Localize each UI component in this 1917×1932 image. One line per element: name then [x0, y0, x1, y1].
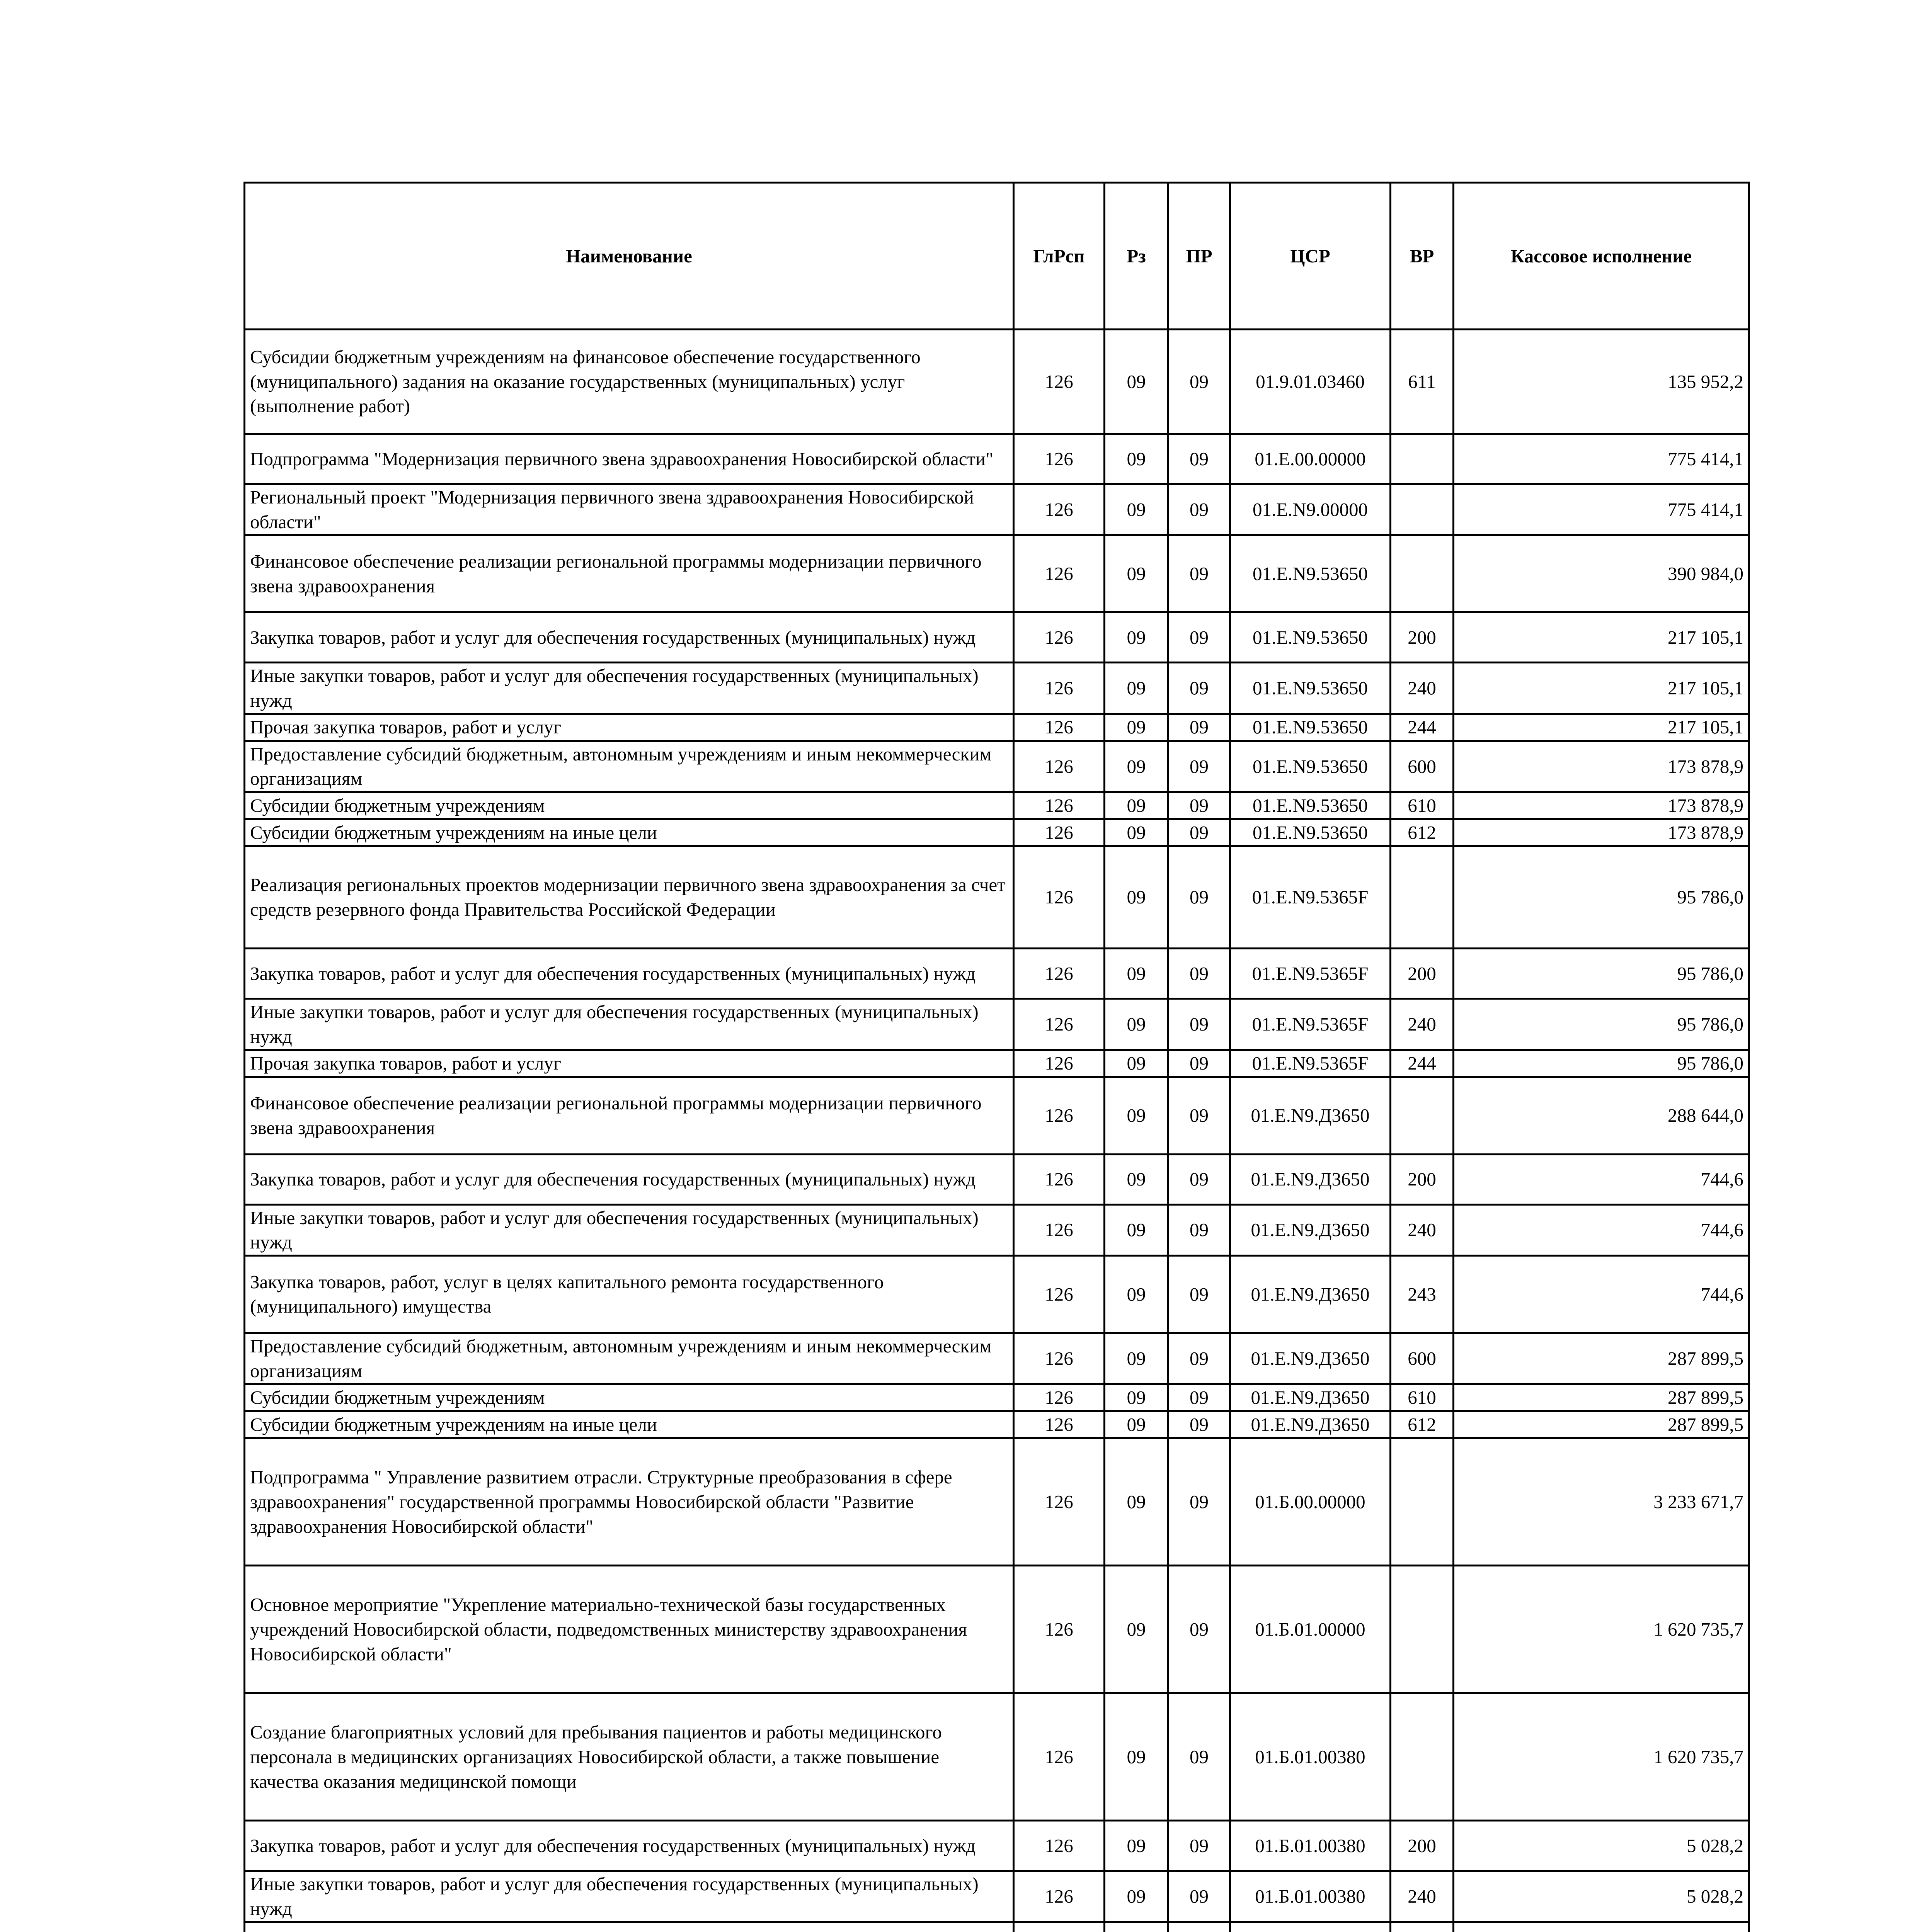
cell-rz: 09	[1105, 819, 1168, 846]
cell-name: Иные закупки товаров, работ и услуг для обеспечения государственных (муниципальных) нужд	[245, 1871, 1014, 1922]
cell-rz: 09	[1105, 999, 1168, 1050]
cell-rz: 09	[1105, 846, 1168, 949]
cell-csr: 01.Б.01.00380	[1230, 1821, 1391, 1871]
cell-glrsp: 126	[1014, 1154, 1105, 1204]
cell-name: Подпрограмма " Управление развитием отрасли. Структурные преобразования в сфере здравоохранения" государственной программы Новосибирской области "Развитие здравоохранения Новосибирской области"	[245, 1438, 1014, 1566]
table-row	[245, 1693, 1749, 1821]
cell-glrsp: 126	[1014, 949, 1105, 999]
cell-rz	[1105, 1922, 1168, 1932]
cell-csr: 01.9.01.03460	[1230, 330, 1391, 434]
header-glrsp: ГлРсп	[1014, 183, 1105, 330]
cell-glrsp: 126	[1014, 999, 1105, 1050]
table-row	[245, 819, 1749, 846]
cell-pr: 09	[1168, 1566, 1230, 1693]
cell-rz: 09	[1105, 1871, 1168, 1922]
cell-csr: 01.Е.N9.Д3650	[1230, 1333, 1391, 1384]
cell-vr: 612	[1391, 1411, 1454, 1438]
cell-name: Прочая закупка товаров, работ и услуг	[245, 1050, 1014, 1077]
cell-pr: 09	[1168, 1077, 1230, 1154]
cell-csr: 01.Е.N9.53650	[1230, 535, 1391, 612]
cell-rz: 09	[1105, 714, 1168, 741]
cell-vr	[1391, 1922, 1454, 1932]
cell-csr: 01.Б.00.00000	[1230, 1438, 1391, 1566]
cell-glrsp: 126	[1014, 1333, 1105, 1384]
cell-name: Субсидии бюджетным учреждениям	[245, 792, 1014, 819]
cell-glrsp: 126	[1014, 1050, 1105, 1077]
cell-amount: 1 620 735,7	[1454, 1566, 1749, 1693]
table-row	[245, 1204, 1749, 1255]
cell-name: Предоставление субсидий бюджетным, автономным учреждениям и иным некоммерческим организациям	[245, 741, 1014, 792]
table-row	[245, 1154, 1749, 1204]
cell-glrsp: 126	[1014, 819, 1105, 846]
cell-csr: 01.Е.N9.Д3650	[1230, 1077, 1391, 1154]
cell-glrsp: 126	[1014, 484, 1105, 535]
cell-name: Субсидии бюджетным учреждениям	[245, 1384, 1014, 1411]
cell-name: Закупка товаров, работ и услуг для обеспечения государственных (муниципальных) нужд	[245, 949, 1014, 999]
cell-name: Предоставление субсидий бюджетным, автономным учреждениям и иным некоммерческим организациям	[245, 1333, 1014, 1384]
cell-rz: 09	[1105, 535, 1168, 612]
cell-name: Региональный проект "Модернизация первичного звена здравоохранения Новосибирской области"	[245, 484, 1014, 535]
table-row	[245, 1922, 1749, 1932]
cell-rz: 09	[1105, 1693, 1168, 1821]
cell-rz: 09	[1105, 1821, 1168, 1871]
cell-pr: 09	[1168, 434, 1230, 484]
cell-csr: 01.Е.N9.00000	[1230, 484, 1391, 535]
cell-amount: 287 899,5	[1454, 1411, 1749, 1438]
table-row	[245, 535, 1749, 612]
cell-glrsp: 126	[1014, 1077, 1105, 1154]
cell-name: Субсидии бюджетным учреждениям на иные цели	[245, 1411, 1014, 1438]
header-amount: Кассовое исполнение	[1454, 183, 1749, 330]
cell-pr: 09	[1168, 1050, 1230, 1077]
cell-rz: 09	[1105, 792, 1168, 819]
cell-glrsp	[1014, 1922, 1105, 1932]
cell-vr: 240	[1391, 1871, 1454, 1922]
cell-vr: 612	[1391, 819, 1454, 846]
cell-vr	[1391, 1438, 1454, 1566]
cell-vr: 240	[1391, 999, 1454, 1050]
cell-amount: 744,6	[1454, 1204, 1749, 1255]
cell-rz: 09	[1105, 1411, 1168, 1438]
cell-name: Закупка товаров, работ и услуг для обеспечения государственных (муниципальных) нужд	[245, 1821, 1014, 1871]
cell-amount: 1 620 735,7	[1454, 1693, 1749, 1821]
cell-amount: 288 644,0	[1454, 1077, 1749, 1154]
cell-glrsp: 126	[1014, 330, 1105, 434]
cell-csr: 01.Е.N9.Д3650	[1230, 1384, 1391, 1411]
table-row	[245, 1077, 1749, 1154]
cell-csr: 01.Е.N9.5365F	[1230, 1050, 1391, 1077]
cell-glrsp: 126	[1014, 1871, 1105, 1922]
cell-amount: 95 786,0	[1454, 1050, 1749, 1077]
cell-rz: 09	[1105, 1077, 1168, 1154]
cell-rz: 09	[1105, 434, 1168, 484]
table-row	[245, 1384, 1749, 1411]
cell-csr: 01.Е.N9.53650	[1230, 819, 1391, 846]
cell-name: Субсидии бюджетным учреждениям на финансовое обеспечение государственного (муниципального) задания на оказание государственных (муниципальных) услуг (выполнение работ)	[245, 330, 1014, 434]
cell-name: Закупка товаров, работ и услуг для обеспечения государственных (муниципальных) нужд	[245, 612, 1014, 663]
cell-vr: 240	[1391, 1204, 1454, 1255]
cell-amount: 775 414,1	[1454, 484, 1749, 535]
cell-pr: 09	[1168, 1333, 1230, 1384]
cell-name: Закупка товаров, работ и услуг для обеспечения государственных (муниципальных) нужд	[245, 1154, 1014, 1204]
cell-glrsp: 126	[1014, 1411, 1105, 1438]
cell-csr: 01.Е.N9.Д3650	[1230, 1255, 1391, 1333]
cell-glrsp: 126	[1014, 1384, 1105, 1411]
cell-pr: 09	[1168, 1154, 1230, 1204]
cell-vr: 200	[1391, 612, 1454, 663]
cell-pr	[1168, 1922, 1230, 1932]
cell-name: Иные закупки товаров, работ и услуг для обеспечения государственных (муниципальных) нужд	[245, 999, 1014, 1050]
cell-name: Иные закупки товаров, работ и услуг для обеспечения государственных (муниципальных) нужд	[245, 663, 1014, 714]
cell-pr: 09	[1168, 1411, 1230, 1438]
cell-glrsp: 126	[1014, 741, 1105, 792]
table-row	[245, 1438, 1749, 1566]
cell-amount: 95 786,0	[1454, 846, 1749, 949]
cell-pr: 09	[1168, 1438, 1230, 1566]
header-pr: ПР	[1168, 183, 1230, 330]
cell-name: Финансовое обеспечение реализации региональной программы модернизации первичного звена здравоохранения	[245, 535, 1014, 612]
table-row	[245, 792, 1749, 819]
cell-csr: 01.Е.N9.53650	[1230, 714, 1391, 741]
table-row	[245, 1333, 1749, 1384]
cell-glrsp: 126	[1014, 535, 1105, 612]
cell-csr: 01.Е.N9.Д3650	[1230, 1411, 1391, 1438]
cell-rz: 09	[1105, 1050, 1168, 1077]
cell-amount: 5 028,2	[1454, 1821, 1749, 1871]
cell-pr: 09	[1168, 949, 1230, 999]
cell-rz: 09	[1105, 663, 1168, 714]
budget-table	[243, 182, 1750, 1932]
table-row	[245, 1411, 1749, 1438]
cell-glrsp: 126	[1014, 1204, 1105, 1255]
table-row	[245, 1255, 1749, 1333]
table-row	[245, 999, 1749, 1050]
cell-csr: 01.Б.01.00380	[1230, 1693, 1391, 1821]
cell-amount: 744,6	[1454, 1154, 1749, 1204]
table-row	[245, 1821, 1749, 1871]
cell-rz: 09	[1105, 612, 1168, 663]
cell-amount: 173 878,9	[1454, 741, 1749, 792]
cell-pr: 09	[1168, 1384, 1230, 1411]
cell-amount: 217 105,1	[1454, 612, 1749, 663]
cell-glrsp: 126	[1014, 1438, 1105, 1566]
cell-rz: 09	[1105, 1438, 1168, 1566]
table-body	[245, 330, 1749, 1932]
table-row	[245, 663, 1749, 714]
cell-vr: 610	[1391, 1384, 1454, 1411]
table-row	[245, 434, 1749, 484]
cell-pr: 09	[1168, 612, 1230, 663]
cell-vr	[1391, 1693, 1454, 1821]
cell-vr: 244	[1391, 1050, 1454, 1077]
cell-amount: 135 952,2	[1454, 330, 1749, 434]
cell-amount: 95 786,0	[1454, 949, 1749, 999]
cell-amount	[1454, 1922, 1749, 1932]
cell-csr: 01.Е.N9.Д3650	[1230, 1154, 1391, 1204]
cell-rz: 09	[1105, 1154, 1168, 1204]
cell-amount: 775 414,1	[1454, 434, 1749, 484]
cell-glrsp: 126	[1014, 714, 1105, 741]
cell-name: Основное мероприятие "Укрепление материально-технической базы государственных учреждений Новосибирской области, подведомственных министерству здравоохранения Новосибирской области"	[245, 1566, 1014, 1693]
cell-csr: 01.Б.01.00380	[1230, 1871, 1391, 1922]
cell-pr: 09	[1168, 484, 1230, 535]
cell-pr: 09	[1168, 535, 1230, 612]
header-name: Наименование	[245, 183, 1014, 330]
cell-name: Прочая закупка товаров, работ и услуг	[245, 714, 1014, 741]
cell-vr: 611	[1391, 330, 1454, 434]
cell-csr: 01.Б.01.00000	[1230, 1566, 1391, 1693]
cell-csr: 01.Е.N9.5365F	[1230, 949, 1391, 999]
cell-rz: 09	[1105, 1566, 1168, 1693]
cell-vr: 600	[1391, 1333, 1454, 1384]
cell-amount: 5 028,2	[1454, 1871, 1749, 1922]
header-rz: Рз	[1105, 183, 1168, 330]
cell-rz: 09	[1105, 949, 1168, 999]
cell-amount: 217 105,1	[1454, 663, 1749, 714]
cell-vr: 244	[1391, 714, 1454, 741]
cell-pr: 09	[1168, 1871, 1230, 1922]
cell-vr: 240	[1391, 663, 1454, 714]
cell-name: Финансовое обеспечение реализации региональной программы модернизации первичного звена здравоохранения	[245, 1077, 1014, 1154]
cell-pr: 09	[1168, 819, 1230, 846]
cell-rz: 09	[1105, 1204, 1168, 1255]
cell-pr: 09	[1168, 714, 1230, 741]
table-row	[245, 741, 1749, 792]
cell-amount: 173 878,9	[1454, 792, 1749, 819]
header-row	[245, 183, 1749, 330]
cell-vr	[1391, 1566, 1454, 1693]
cell-name: Реализация региональных проектов модернизации первичного звена здравоохранения за счет средств резервного фонда Правительства Российской Федерации	[245, 846, 1014, 949]
cell-rz: 09	[1105, 1333, 1168, 1384]
cell-rz: 09	[1105, 484, 1168, 535]
cell-pr: 09	[1168, 741, 1230, 792]
table-row	[245, 1871, 1749, 1922]
cell-pr: 09	[1168, 846, 1230, 949]
header-csr: ЦСР	[1230, 183, 1391, 330]
cell-vr	[1391, 484, 1454, 535]
cell-pr: 09	[1168, 1821, 1230, 1871]
header-vr: ВР	[1391, 183, 1454, 330]
cell-name	[245, 1922, 1014, 1932]
cell-amount: 3 233 671,7	[1454, 1438, 1749, 1566]
table-row	[245, 612, 1749, 663]
cell-pr: 09	[1168, 792, 1230, 819]
cell-pr: 09	[1168, 663, 1230, 714]
cell-vr	[1391, 434, 1454, 484]
table-row	[245, 949, 1749, 999]
cell-pr: 09	[1168, 330, 1230, 434]
cell-csr: 01.Е.N9.5365F	[1230, 999, 1391, 1050]
cell-vr	[1391, 846, 1454, 949]
cell-csr: 01.Е.N9.53650	[1230, 612, 1391, 663]
cell-glrsp: 126	[1014, 1255, 1105, 1333]
cell-glrsp: 126	[1014, 792, 1105, 819]
cell-csr: 01.Е.N9.5365F	[1230, 846, 1391, 949]
cell-amount: 95 786,0	[1454, 999, 1749, 1050]
cell-vr: 243	[1391, 1255, 1454, 1333]
cell-amount: 287 899,5	[1454, 1333, 1749, 1384]
cell-csr: 01.Е.N9.53650	[1230, 663, 1391, 714]
cell-vr	[1391, 1077, 1454, 1154]
cell-vr: 600	[1391, 741, 1454, 792]
cell-amount: 287 899,5	[1454, 1384, 1749, 1411]
cell-csr: 01.Е.N9.53650	[1230, 792, 1391, 819]
cell-vr	[1391, 535, 1454, 612]
table-row	[245, 484, 1749, 535]
cell-name: Субсидии бюджетным учреждениям на иные цели	[245, 819, 1014, 846]
table-row	[245, 714, 1749, 741]
cell-glrsp: 126	[1014, 612, 1105, 663]
cell-name: Закупка товаров, работ, услуг в целях капитального ремонта государственного (муниципального) имущества	[245, 1255, 1014, 1333]
cell-rz: 09	[1105, 330, 1168, 434]
cell-amount: 217 105,1	[1454, 714, 1749, 741]
cell-glrsp: 126	[1014, 663, 1105, 714]
cell-csr: 01.Е.00.00000	[1230, 434, 1391, 484]
cell-glrsp: 126	[1014, 434, 1105, 484]
cell-pr: 09	[1168, 1204, 1230, 1255]
cell-csr: 01.Е.N9.53650	[1230, 741, 1391, 792]
cell-pr: 09	[1168, 1693, 1230, 1821]
table-row	[245, 1050, 1749, 1077]
cell-glrsp: 126	[1014, 846, 1105, 949]
cell-glrsp: 126	[1014, 1821, 1105, 1871]
cell-vr: 610	[1391, 792, 1454, 819]
cell-rz: 09	[1105, 1384, 1168, 1411]
cell-pr: 09	[1168, 999, 1230, 1050]
cell-amount: 744,6	[1454, 1255, 1749, 1333]
cell-rz: 09	[1105, 1255, 1168, 1333]
cell-csr: 01.Е.N9.Д3650	[1230, 1204, 1391, 1255]
cell-pr: 09	[1168, 1255, 1230, 1333]
cell-glrsp: 126	[1014, 1693, 1105, 1821]
cell-name: Подпрограмма "Модернизация первичного звена здравоохранения Новосибирской области"	[245, 434, 1014, 484]
cell-name: Иные закупки товаров, работ и услуг для обеспечения государственных (муниципальных) нужд	[245, 1204, 1014, 1255]
cell-rz: 09	[1105, 741, 1168, 792]
cell-vr: 200	[1391, 1154, 1454, 1204]
cell-vr: 200	[1391, 949, 1454, 999]
cell-vr: 200	[1391, 1821, 1454, 1871]
cell-csr	[1230, 1922, 1391, 1932]
cell-amount: 173 878,9	[1454, 819, 1749, 846]
table-header	[245, 183, 1749, 330]
cell-amount: 390 984,0	[1454, 535, 1749, 612]
cell-name: Создание благоприятных условий для пребывания пациентов и работы медицинского персонала в медицинских организациях Новосибирской области, а также повышение качества оказания медицинской помощи	[245, 1693, 1014, 1821]
table-row	[245, 1566, 1749, 1693]
cell-glrsp: 126	[1014, 1566, 1105, 1693]
table-row	[245, 330, 1749, 434]
table-row	[245, 846, 1749, 949]
